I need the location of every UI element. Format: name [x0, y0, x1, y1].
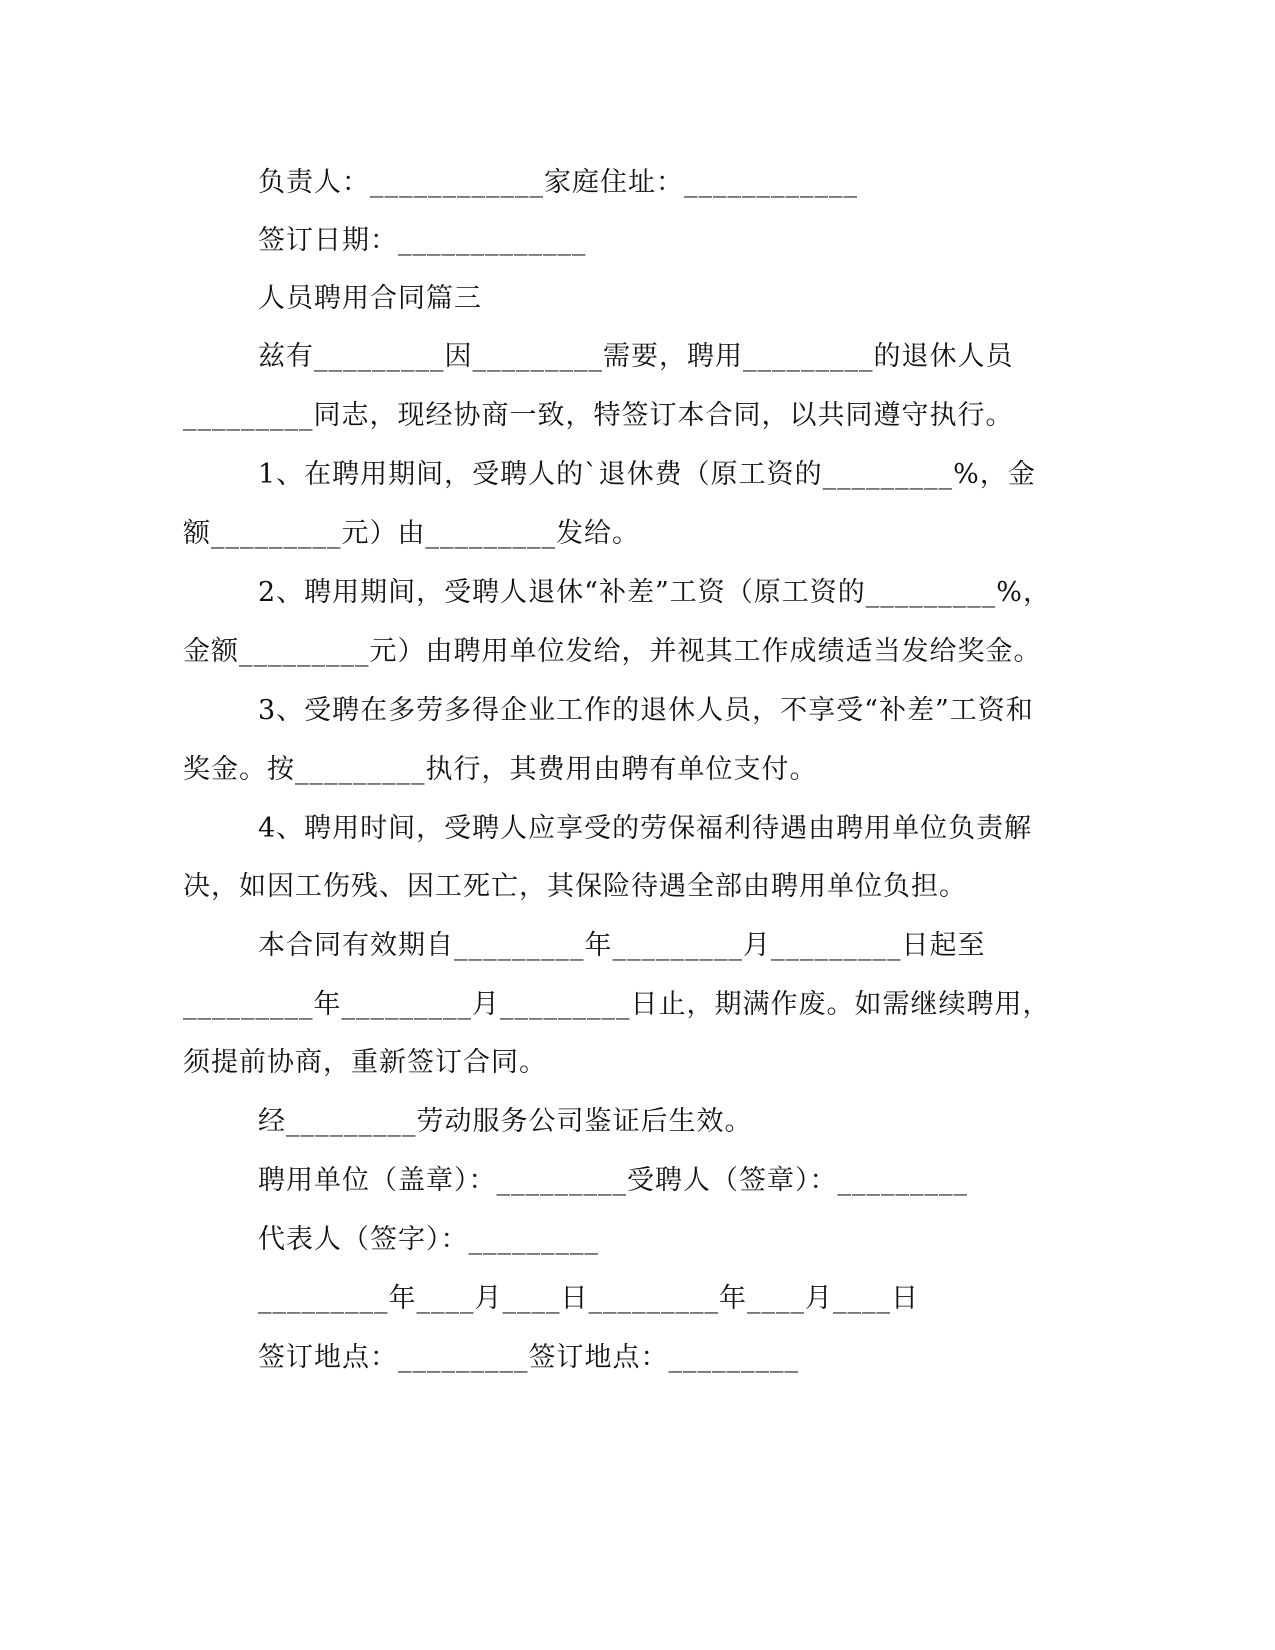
- validity-line-2: _________年_________月_________日止，期满作废。如需继续聘用，: [183, 989, 1051, 1020]
- clause-1-line-2: 额_________元）由_________发给。: [183, 518, 640, 549]
- signature-seal-line: 聘用单位（盖章）：_________受聘人（签章）：_________: [258, 1165, 968, 1196]
- clause-3-line-1: 3、受聘在多劳多得企业工作的退休人员，不享受“补差”工资和: [258, 695, 1034, 726]
- validity-line-3: 须提前协商，重新签订合同。: [183, 1047, 547, 1078]
- representative-line: 代表人（签字）：_________: [258, 1224, 599, 1255]
- validity-line-1: 本合同有效期自_________年_________月_________日起至: [258, 930, 986, 961]
- clause-4-line-2: 决，如因工伤残、因工死亡，其保险待遇全部由聘用单位负担。: [183, 871, 967, 902]
- signing-date-line: 签订日期：_____________: [258, 225, 587, 256]
- section-title: 人员聘用合同篇三: [258, 283, 482, 314]
- clause-4-line-1: 4、聘用时间，受聘人应享受的劳保福利待遇由聘用单位负责解: [258, 813, 1033, 844]
- intro-line-2: _________同志，现经协商一致，特签订本合同，以共同遵守执行。: [183, 400, 1014, 431]
- responsible-person-address-line: 负责人：____________家庭住址：____________: [258, 167, 858, 198]
- intro-line-1: 兹有_________因_________需要，聘用_________的退休人员: [258, 341, 1014, 372]
- date-blanks-line: _________年____月____日_________年____月____日: [258, 1283, 919, 1314]
- clause-2-line-2: 金额_________元）由聘用单位发给，并视其工作成绩适当发给奖金。: [183, 636, 1042, 667]
- clause-1-line-1: 1、在聘用期间，受聘人的`退休费（原工资的_________%，金: [258, 459, 1036, 490]
- clause-2-line-1: 2、聘用期间，受聘人退休“补差”工资（原工资的_________%，: [258, 577, 1051, 608]
- clause-3-line-2: 奖金。按_________执行，其费用由聘有单位支付。: [183, 754, 818, 785]
- certification-line: 经_________劳动服务公司鉴证后生效。: [258, 1106, 753, 1137]
- signing-place-line: 签订地点：_________签订地点：_________: [258, 1342, 799, 1373]
